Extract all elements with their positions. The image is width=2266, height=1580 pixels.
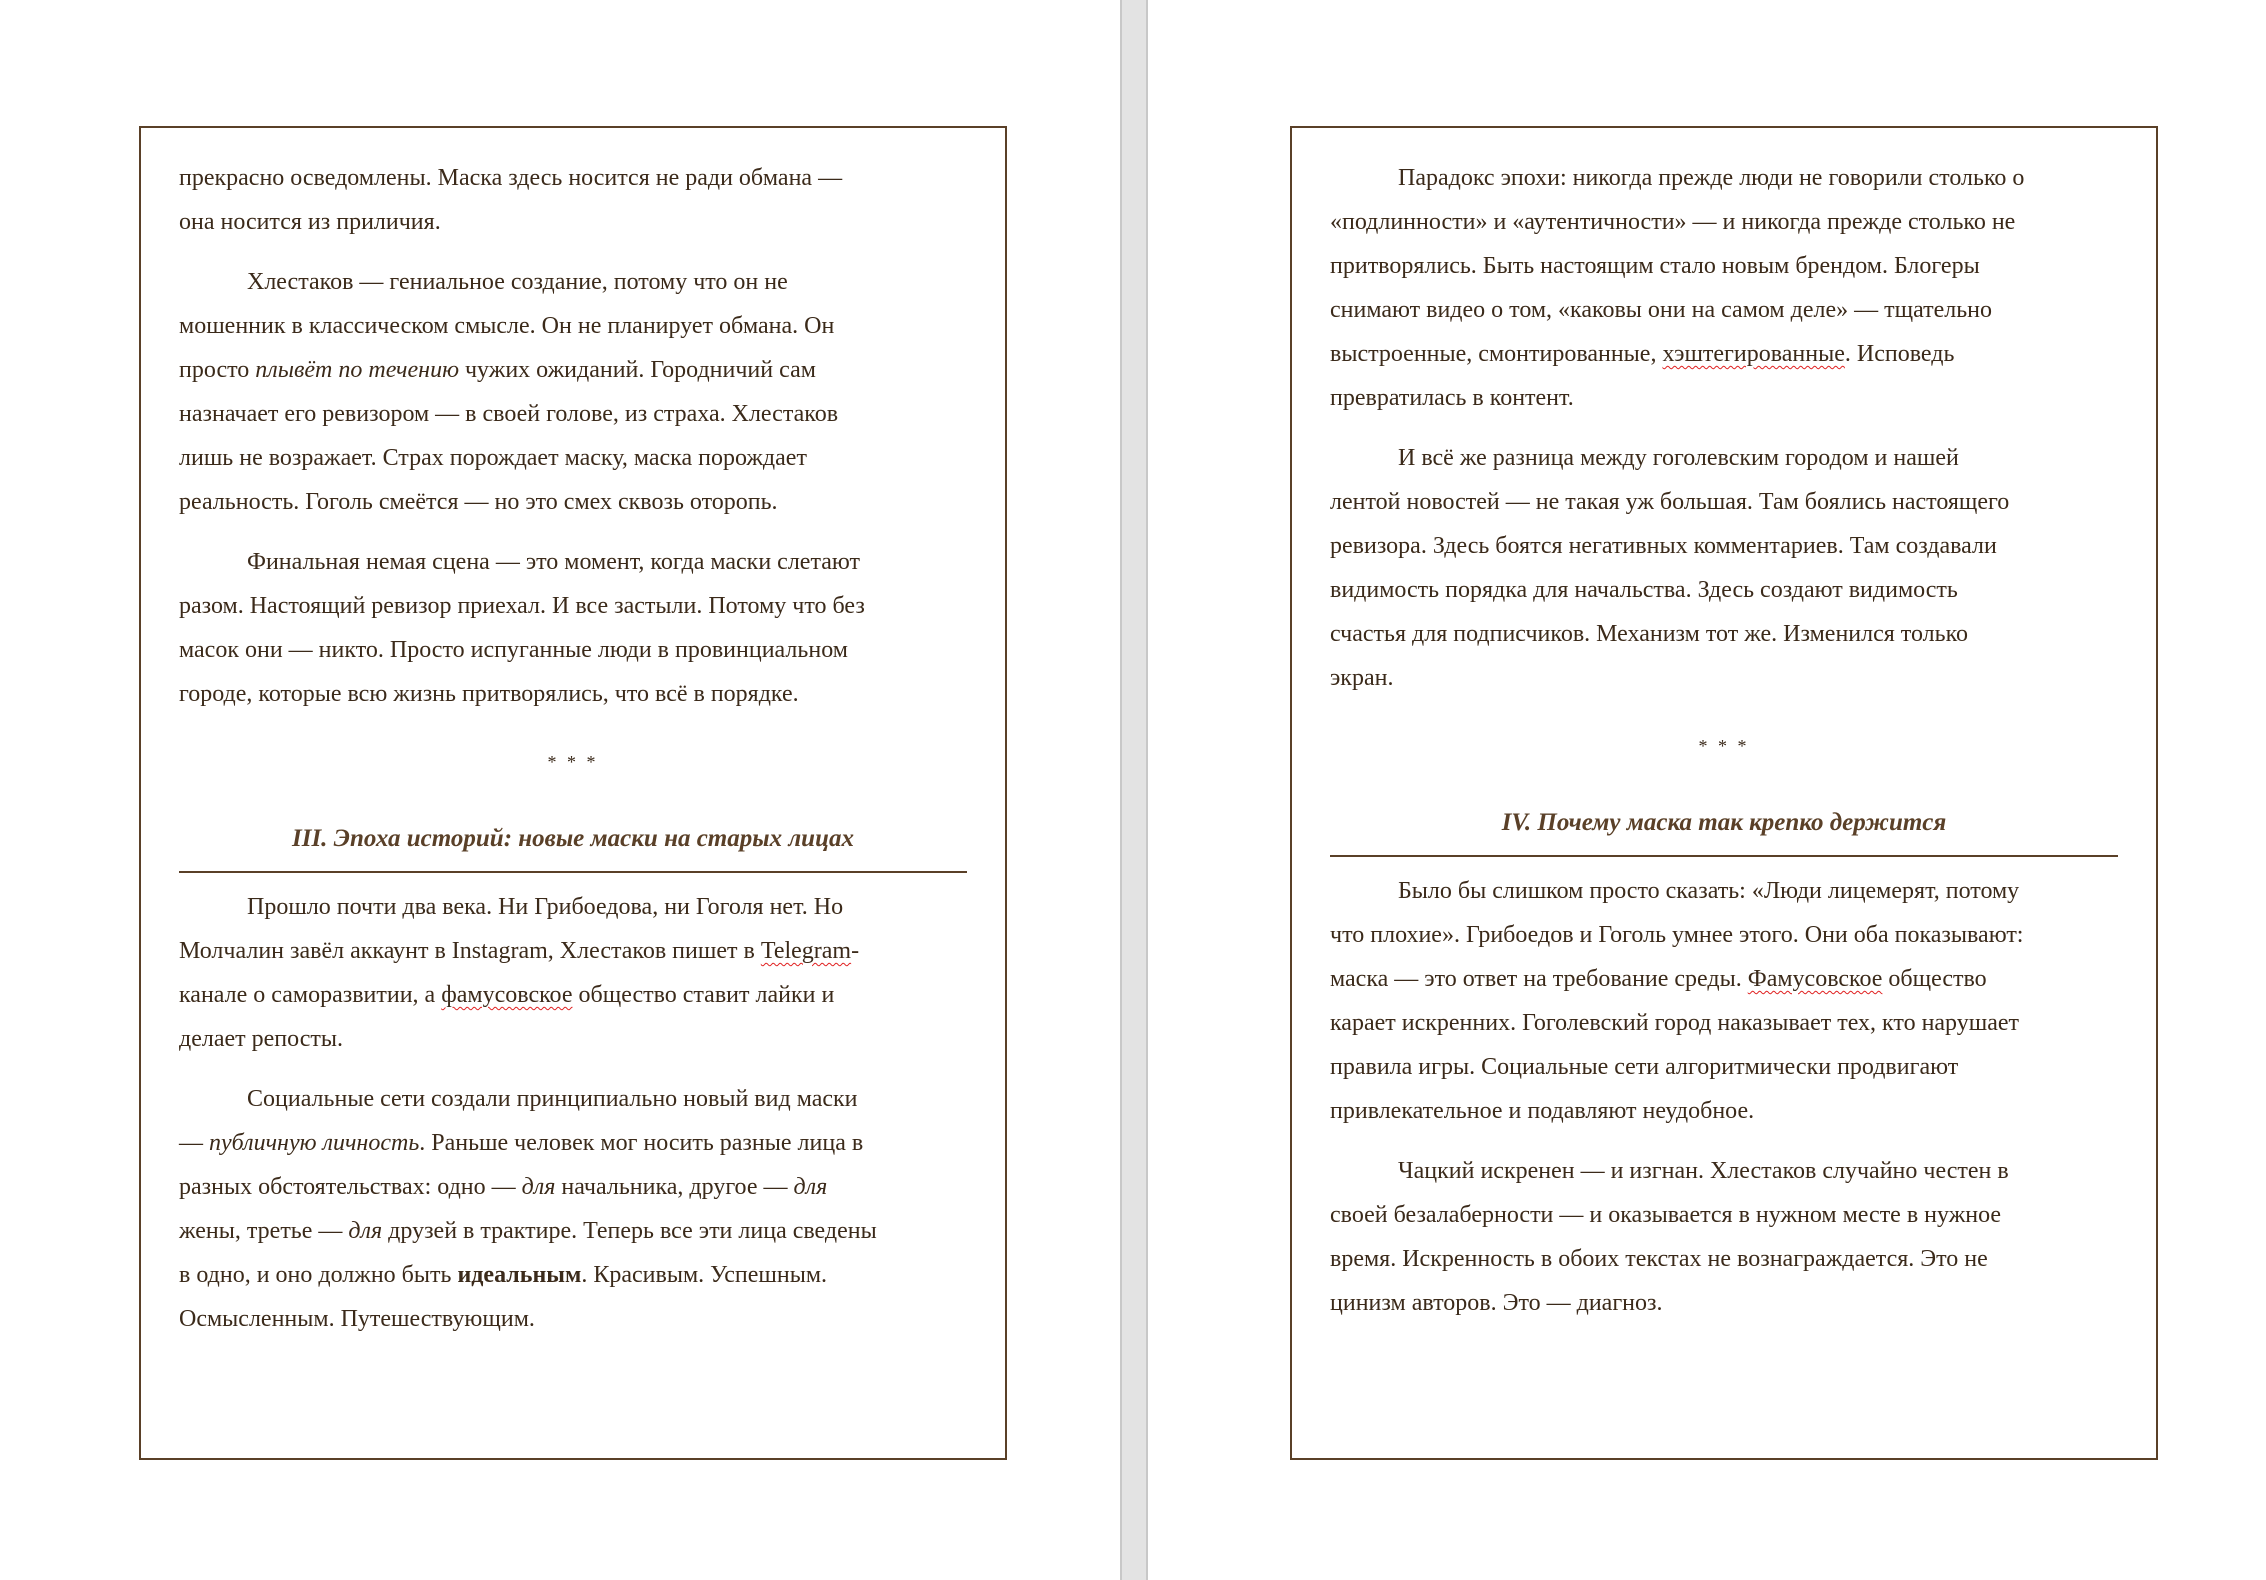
text-run: видимость порядка для начальства. Здесь создают видимость xyxy=(1330,577,1958,603)
document-page-right xyxy=(1290,126,2158,1460)
text-line xyxy=(1330,288,2118,332)
text-run: Финальная немая сцена — это момент, когда маски слетают xyxy=(247,549,860,575)
page-separator-scrollbar[interactable] xyxy=(1120,0,1148,1580)
text-line xyxy=(1330,1089,2118,1133)
italic-text: публичную личность xyxy=(209,1130,420,1156)
text-line xyxy=(1330,1237,2118,1281)
text-line xyxy=(179,392,967,436)
section-separator: * * * xyxy=(1698,736,1750,756)
text-run: И всё же разница между гоголевским городом и нашей xyxy=(1398,445,1959,471)
text-line xyxy=(1330,568,2118,612)
text-line xyxy=(179,436,967,480)
italic-text: плывёт по течению xyxy=(255,357,459,383)
text-run: мошенник в классическом смысле. Он не планирует обмана. Он xyxy=(179,313,835,339)
text-line xyxy=(179,1165,967,1209)
text-run: счастья для подписчиков. Механизм тот же. Изменился только xyxy=(1330,621,1969,647)
text-run: выстроенные, смонтированные, xyxy=(1330,341,1663,367)
text-run: городе, которые всю жизнь притворялись, что всё в порядке. xyxy=(179,681,799,707)
italic-text: для xyxy=(348,1218,383,1244)
italic-text: для xyxy=(521,1174,556,1200)
text-line xyxy=(179,260,967,304)
paragraph xyxy=(179,260,967,524)
text-run: привлекательное и подавляют неудобное. xyxy=(1330,1098,1755,1124)
text-run: разом. Настоящий ревизор приехал. И все застыли. Потому что без xyxy=(179,593,865,619)
misspelled-word[interactable]: фамусовское xyxy=(441,982,573,1008)
text-line xyxy=(179,973,967,1017)
italic-text: для xyxy=(793,1174,828,1200)
section-heading: IV. Почему маска так крепко держится xyxy=(1330,801,2118,857)
text-line xyxy=(1330,480,2118,524)
text-run: Хлестаков — гениальное создание, потому что он не xyxy=(247,269,788,295)
text-run: . Красивым. Успешным. xyxy=(581,1262,828,1288)
text-run: общество xyxy=(1882,966,1987,992)
text-run: — xyxy=(179,1130,209,1156)
text-run: лишь не возражает. Страх порождает маску, маска порождает xyxy=(179,445,807,471)
text-run: . Исповедь xyxy=(1844,341,1955,367)
text-line xyxy=(1330,656,2118,700)
text-run: в одно, и оно должно быть xyxy=(179,1262,458,1288)
text-line xyxy=(179,540,967,584)
text-run: она носится из приличия. xyxy=(179,209,441,235)
text-line xyxy=(1330,244,2118,288)
text-run: снимают видео о том, «каковы они на самом деле» — тщательно xyxy=(1330,297,1993,323)
text-run: Социальные сети создали принципиально новый вид маски xyxy=(247,1086,858,1112)
paragraph xyxy=(179,1077,967,1341)
text-line xyxy=(179,584,967,628)
paragraph xyxy=(179,885,967,1061)
text-run: реальность. Гоголь смеётся — но это смех сквозь оторопь. xyxy=(179,489,778,515)
text-line xyxy=(1330,156,2118,200)
text-run: маска — это ответ на требование среды. xyxy=(1330,966,1748,992)
text-run: Чацкий искренен — и изгнан. Хлестаков случайно честен в xyxy=(1398,1158,2009,1184)
text-run: жены, третье — xyxy=(179,1218,349,1244)
text-line xyxy=(1330,376,2118,420)
text-run: экран. xyxy=(1330,665,1394,691)
text-run: карает искренних. Гоголевский город наказывает тех, кто нарушает xyxy=(1330,1010,2020,1036)
text-run: канале о саморазвитии, а xyxy=(179,982,442,1008)
text-line xyxy=(179,1017,967,1061)
text-run: превратилась в контент. xyxy=(1330,385,1574,411)
text-line xyxy=(179,1077,967,1121)
text-line xyxy=(1330,1281,2118,1325)
text-run: правила игры. Социальные сети алгоритмически продвигают xyxy=(1330,1054,1959,1080)
text-line xyxy=(179,1297,967,1341)
misspelled-word[interactable]: Telegram xyxy=(760,938,852,964)
text-line xyxy=(1330,436,2118,480)
paragraph xyxy=(179,540,967,716)
text-line xyxy=(179,885,967,929)
paragraph xyxy=(1330,869,2118,1133)
text-run: своей безалаберности — и оказывается в нужном месте в нужное xyxy=(1330,1202,2002,1228)
bold-text: идеальным xyxy=(457,1262,582,1288)
text-line xyxy=(179,628,967,672)
text-line xyxy=(179,200,967,244)
text-line xyxy=(179,1121,967,1165)
text-run: . Раньше человек мог носить разные лица в xyxy=(419,1130,864,1156)
text-run: что плохие». Грибоедов и Гоголь умнее этого. Они оба показывают: xyxy=(1330,922,2024,948)
text-run: чужих ожиданий. Городничий сам xyxy=(458,357,816,383)
text-line xyxy=(1330,1001,2118,1045)
text-run: притворялись. Быть настоящим стало новым брендом. Блогеры xyxy=(1330,253,1980,279)
document-page-left xyxy=(139,126,1007,1460)
text-run: Было бы слишком просто сказать: «Люди лицемерят, потому xyxy=(1398,878,2020,904)
text-run: Осмысленным. Путешествующим. xyxy=(179,1306,535,1332)
text-run: начальника, другое — xyxy=(555,1174,794,1200)
text-run: Молчалин завёл аккаунт в Instagram, Хлестаков пишет в xyxy=(179,938,761,964)
text-line xyxy=(179,348,967,392)
paragraph xyxy=(179,156,967,244)
text-run: «подлинности» и «аутентичности» — и никогда прежде столько не xyxy=(1330,209,2016,235)
text-run: делает репосты. xyxy=(179,1026,343,1052)
text-run: лентой новостей — не такая уж большая. Там боялись настоящего xyxy=(1330,489,2010,515)
text-line xyxy=(1330,913,2118,957)
text-line xyxy=(179,1253,967,1297)
text-run: Прошло почти два века. Ни Грибоедова, ни Гоголя нет. Но xyxy=(247,894,844,920)
text-line xyxy=(179,929,967,973)
text-line xyxy=(1330,332,2118,376)
text-run: прекрасно осведомлены. Маска здесь носится не ради обмана — xyxy=(179,165,843,191)
text-run: время. Искренность в обоих текстах не вознаграждается. Это не xyxy=(1330,1246,1988,1272)
text-line xyxy=(179,672,967,716)
text-line xyxy=(1330,612,2118,656)
section-separator: * * * xyxy=(547,752,599,772)
text-line xyxy=(179,1209,967,1253)
misspelled-word[interactable]: хэштегированные xyxy=(1662,341,1845,367)
text-line xyxy=(179,156,967,200)
text-line xyxy=(1330,869,2118,913)
paragraph xyxy=(1330,436,2118,700)
text-line xyxy=(179,304,967,348)
paragraph xyxy=(1330,156,2118,420)
section-heading: III. Эпоха историй: новые маски на старых лицах xyxy=(179,817,967,873)
paragraph xyxy=(1330,1149,2118,1325)
text-run: Парадокс эпохи: никогда прежде люди не говорили столько о xyxy=(1398,165,2025,191)
text-run: масок они — никто. Просто испуганные люди в провинциальном xyxy=(179,637,848,663)
text-line xyxy=(1330,524,2118,568)
text-run: разных обстоятельствах: одно — xyxy=(179,1174,522,1200)
text-line xyxy=(1330,957,2118,1001)
text-run: друзей в трактире. Теперь все эти лица сведены xyxy=(382,1218,877,1244)
text-run: назначает его ревизором — в своей голове, из страха. Хлестаков xyxy=(179,401,839,427)
text-line xyxy=(1330,1193,2118,1237)
text-run: просто xyxy=(179,357,256,383)
text-run: - xyxy=(851,938,860,964)
text-line xyxy=(1330,1149,2118,1193)
text-line xyxy=(1330,1045,2118,1089)
text-line xyxy=(179,480,967,524)
text-run: ревизора. Здесь боятся негативных комментариев. Там создавали xyxy=(1330,533,1997,559)
text-run: цинизм авторов. Это — диагноз. xyxy=(1330,1290,1663,1316)
misspelled-word[interactable]: Фамусовское xyxy=(1747,966,1883,992)
text-line xyxy=(1330,200,2118,244)
text-run: общество ставит лайки и xyxy=(572,982,835,1008)
